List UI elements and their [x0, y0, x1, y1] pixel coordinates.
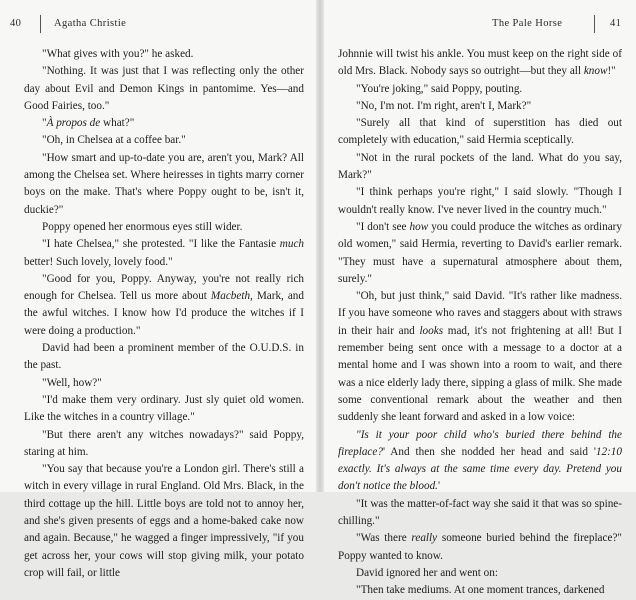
italic-text-run: know [583, 65, 608, 78]
running-head-author: Agatha Christie [54, 18, 127, 29]
running-head-title: The Pale Horse [492, 18, 563, 29]
text-run: David ignored her and went on: [356, 566, 498, 579]
paragraph [24, 427, 304, 462]
italic-text-run: À propos de [46, 117, 101, 130]
text-run: Johnnie will twist his ankle. You must keep on the right side of old Mrs. Black. Nobody says so outright—but they all [338, 48, 622, 78]
paragraph [338, 565, 622, 582]
text-run: "What gives with you?" he asked. [42, 48, 194, 60]
text-run: you could produce the witches as ordinary old women," said Hermia, reverting to David's earlier remark. "They must have a supernatural atmosphere about them, surely." [338, 220, 623, 285]
text-run: someone buried behind the fireplace?" Poppy wanted to know. [338, 532, 622, 562]
left-page-text [24, 46, 304, 582]
header-divider [594, 15, 595, 33]
text-run: "Oh, in Chelsea at a coffee bar." [42, 134, 186, 147]
paragraph [338, 219, 622, 288]
text-run: "It was the matter-of-fact way she said it that was so spine-chilling." [338, 497, 622, 528]
text-run: "I think perhaps you're right," I said slowly. "Though I wouldn't really know. I've never lived in the country much." [338, 186, 622, 216]
italic-text-run: really [411, 532, 438, 545]
paragraph [338, 81, 622, 98]
italic-text-run: how [409, 220, 429, 233]
text-run: "I don't see [356, 220, 410, 233]
paragraph [338, 530, 622, 565]
text-run: "You're joking," said Poppy, pouting. [356, 82, 523, 95]
text-run: ' [437, 480, 440, 493]
paragraph [24, 461, 304, 582]
paragraph [338, 496, 622, 531]
paragraph [24, 132, 304, 149]
text-run: "Well, how?" [42, 376, 102, 389]
text-run: !" [607, 65, 616, 78]
text-run: what?" [100, 117, 135, 130]
text-run: "How smart and up-to-date you are, aren't you, Mark? All among the Chelsea set. Where heiresses in tights marry corner boys on the make. That's where Poppy ought to be, isn't it, duckie?" [24, 151, 304, 216]
text-run: "Then take mediums. At one moment trances, darkened [356, 584, 605, 597]
text-run: "Surely all that kind of superstition has died out completely with education," said Hermia sceptically. [338, 117, 622, 147]
text-run: mad, it's not frightening at all! But I remember being sent once with a message to a doctor at a mental home and I was shown into a room to wait, and there was a nice elderly lady there, sipping a glass of milk. She made some conventional remark about the weather and then suddenly she leant forward and asked in a low voice: [338, 324, 622, 424]
paragraph [24, 236, 304, 271]
italic-text-run: Macbeth [210, 290, 251, 303]
text-run: "Not in the rural pockets of the land. What do you say, Mark?" [338, 151, 622, 182]
page-number: 41 [610, 18, 622, 29]
paragraph [24, 271, 304, 340]
paragraph [338, 582, 622, 599]
text-run: " [42, 117, 47, 130]
paragraph [24, 46, 304, 63]
text-run: "I'd make them very ordinary. Just sly quiet old women. Like the witches in a country village." [24, 393, 304, 424]
paragraph [24, 392, 304, 427]
paragraph [338, 427, 622, 496]
page-number: 40 [10, 18, 22, 29]
right-page-text [338, 46, 622, 600]
left-page [0, 0, 310, 579]
text-run: Poppy opened her enormous eyes still wider. [42, 220, 243, 233]
text-run: "Oh, but just think," said David. "It's rather like madness. If you have someone who raves and staggers about with straws in their hair and [338, 290, 622, 337]
book-gutter [316, 0, 324, 492]
paragraph [338, 115, 622, 150]
text-run: "No, I'm not. I'm right, aren't I, Mark?" [356, 99, 532, 112]
italic-text-run: Is it your poor child who's buried there behind the fireplace? [338, 428, 622, 458]
text-run: better! Such lovely, lovely food." [24, 255, 173, 268]
paragraph [24, 63, 304, 115]
text-run: "Was there [356, 532, 412, 545]
paragraph [24, 375, 304, 392]
italic-text-run: 12:10 exactly. It's always at the same time every day. Pretend you don't notice the blood. [338, 445, 622, 493]
italic-text-run: looks [419, 324, 444, 337]
text-run: "But there aren't any witches nowadays?" said Poppy, staring at him. [24, 428, 304, 458]
right-page [326, 0, 636, 597]
paragraph [24, 115, 304, 132]
text-run: "You say that because you're a London girl. There's still a witch in every village in rural England. Old Mrs. Black, in the third cottage up the hill. Little boys are told not to annoy her, and she's given presents of eggs and a home-baked cake now and again. Because," he wagged a finger impressively, "if you get across her, your cows will stop giving milk, your potato crop will fail, or little [24, 463, 304, 579]
text-run: , Mark, and the awful witches. I know how I'd produce the witches if I were doing a production." [24, 290, 304, 337]
paragraph [338, 184, 622, 219]
text-run: ' And then she nodded her head and said ' [382, 445, 596, 458]
italic-text-run: much [279, 238, 304, 251]
text-run: "Nothing. It was just that I was reflecting only the other day about Evil and Demon Kings in pantomime. Yes—and Good Fairies, too." [24, 65, 304, 112]
paragraph [338, 98, 622, 115]
text-run: "I hate Chelsea," she protested. "I like the Fantasie [42, 238, 280, 251]
paragraph [338, 150, 622, 185]
paragraph [338, 46, 622, 81]
paragraph [338, 288, 622, 426]
italic-text-run: " [356, 428, 361, 441]
paragraph [24, 219, 304, 236]
header-divider [40, 15, 41, 33]
text-run: David had been a prominent member of the O.U.D.S. in the past. [24, 342, 304, 372]
paragraph [24, 150, 304, 219]
text-run: "Good for you, Poppy. Anyway, you're not really rich enough for Chelsea. Tell us more about [24, 272, 304, 303]
paragraph [24, 340, 304, 375]
